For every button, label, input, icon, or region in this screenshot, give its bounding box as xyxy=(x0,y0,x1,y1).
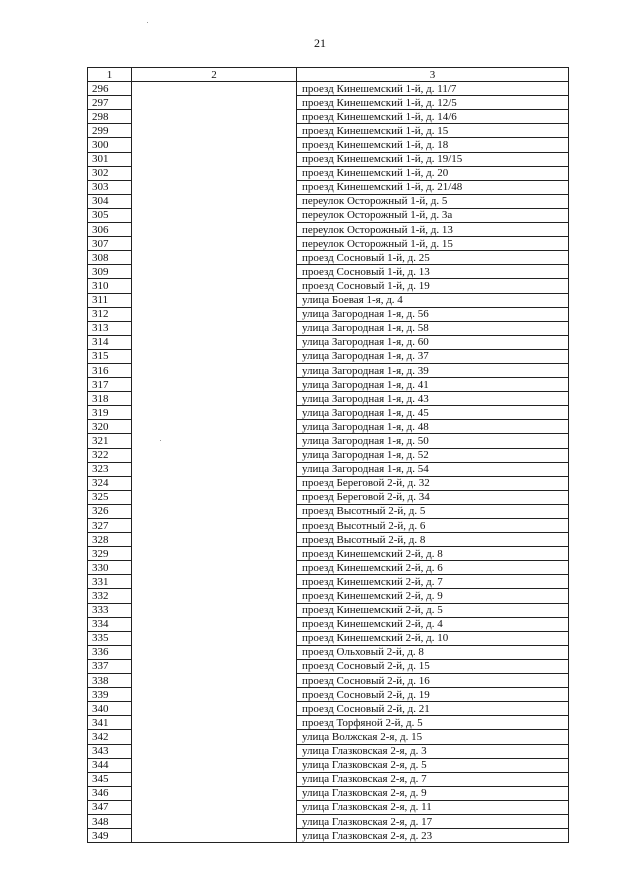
row-number: 347 xyxy=(88,800,132,814)
table-row xyxy=(88,645,569,659)
table-row xyxy=(88,772,569,786)
row-column-2 xyxy=(132,674,297,688)
row-column-2 xyxy=(132,251,297,265)
row-column-2 xyxy=(132,448,297,462)
row-number: 320 xyxy=(88,420,132,434)
row-number: 311 xyxy=(88,293,132,307)
row-address: улица Загородная 1-я, д. 43 xyxy=(297,392,569,406)
row-address: улица Глазковская 2-я, д. 11 xyxy=(297,800,569,814)
row-column-2 xyxy=(132,829,297,843)
row-column-2 xyxy=(132,659,297,673)
row-column-2 xyxy=(132,237,297,251)
row-column-2 xyxy=(132,335,297,349)
row-address: улица Загородная 1-я, д. 60 xyxy=(297,335,569,349)
row-column-2 xyxy=(132,589,297,603)
table-row xyxy=(88,603,569,617)
row-address: улица Загородная 1-я, д. 45 xyxy=(297,406,569,420)
row-number: 348 xyxy=(88,814,132,828)
table-row xyxy=(88,349,569,363)
row-number: 349 xyxy=(88,829,132,843)
row-number: 327 xyxy=(88,519,132,533)
table-row xyxy=(88,631,569,645)
row-address: проезд Кинешемский 1-й, д. 11/7 xyxy=(297,82,569,96)
row-address: переулок Осторожный 1-й, д. 5 xyxy=(297,194,569,208)
row-column-2 xyxy=(132,392,297,406)
row-address: улица Загородная 1-я, д. 48 xyxy=(297,420,569,434)
row-number: 322 xyxy=(88,448,132,462)
table-row xyxy=(88,519,569,533)
row-address: улица Глазковская 2-я, д. 3 xyxy=(297,744,569,758)
table-row xyxy=(88,674,569,688)
row-number: 312 xyxy=(88,307,132,321)
table-row xyxy=(88,166,569,180)
row-address: проезд Кинешемский 2-й, д. 7 xyxy=(297,575,569,589)
table-row xyxy=(88,758,569,772)
table-row xyxy=(88,589,569,603)
table-row xyxy=(88,152,569,166)
row-column-2 xyxy=(132,82,297,96)
table-row xyxy=(88,208,569,222)
row-column-2 xyxy=(132,631,297,645)
row-column-2 xyxy=(132,688,297,702)
table-row xyxy=(88,223,569,237)
row-column-2 xyxy=(132,490,297,504)
row-column-2 xyxy=(132,786,297,800)
row-number: 309 xyxy=(88,265,132,279)
column-header-1: 1 xyxy=(88,68,132,82)
row-column-2 xyxy=(132,180,297,194)
row-number: 325 xyxy=(88,490,132,504)
row-number: 336 xyxy=(88,645,132,659)
row-address: проезд Кинешемский 2-й, д. 9 xyxy=(297,589,569,603)
row-address: проезд Сосновый 2-й, д. 15 xyxy=(297,659,569,673)
table-row xyxy=(88,279,569,293)
table-row xyxy=(88,363,569,377)
table-header-row xyxy=(88,68,569,82)
table-row xyxy=(88,434,569,448)
row-number: 315 xyxy=(88,349,132,363)
table-row xyxy=(88,406,569,420)
table-row xyxy=(88,533,569,547)
row-number: 300 xyxy=(88,138,132,152)
row-number: 306 xyxy=(88,223,132,237)
row-column-2 xyxy=(132,307,297,321)
row-address: проезд Сосновый 1-й, д. 25 xyxy=(297,251,569,265)
table-row xyxy=(88,702,569,716)
row-number: 335 xyxy=(88,631,132,645)
row-address: улица Глазковская 2-я, д. 17 xyxy=(297,814,569,828)
table-row xyxy=(88,490,569,504)
row-address: проезд Кинешемский 1-й, д. 15 xyxy=(297,124,569,138)
row-column-2 xyxy=(132,603,297,617)
row-address: улица Глазковская 2-я, д. 23 xyxy=(297,829,569,843)
row-address: проезд Сосновый 1-й, д. 19 xyxy=(297,279,569,293)
row-number: 329 xyxy=(88,547,132,561)
row-address: проезд Береговой 2-й, д. 32 xyxy=(297,476,569,490)
table-row xyxy=(88,744,569,758)
row-column-2 xyxy=(132,321,297,335)
row-column-2 xyxy=(132,533,297,547)
row-number: 344 xyxy=(88,758,132,772)
row-address: проезд Кинешемский 1-й, д. 18 xyxy=(297,138,569,152)
table-row xyxy=(88,448,569,462)
row-column-2 xyxy=(132,265,297,279)
table-row xyxy=(88,716,569,730)
row-number: 328 xyxy=(88,533,132,547)
table-row xyxy=(88,476,569,490)
row-address: проезд Торфяной 2-й, д. 5 xyxy=(297,716,569,730)
row-column-2 xyxy=(132,223,297,237)
row-number: 342 xyxy=(88,730,132,744)
row-number: 316 xyxy=(88,363,132,377)
row-address: проезд Кинешемский 2-й, д. 6 xyxy=(297,561,569,575)
row-number: 333 xyxy=(88,603,132,617)
table-row xyxy=(88,800,569,814)
table-row xyxy=(88,617,569,631)
table-row xyxy=(88,110,569,124)
row-column-2 xyxy=(132,462,297,476)
row-address: проезд Высотный 2-й, д. 8 xyxy=(297,533,569,547)
row-address: улица Загородная 1-я, д. 58 xyxy=(297,321,569,335)
row-address: переулок Осторожный 1-й, д. 15 xyxy=(297,237,569,251)
row-number: 298 xyxy=(88,110,132,124)
row-number: 305 xyxy=(88,208,132,222)
row-number: 301 xyxy=(88,152,132,166)
table-row xyxy=(88,786,569,800)
row-address: проезд Кинешемский 1-й, д. 19/15 xyxy=(297,152,569,166)
row-address: улица Загородная 1-я, д. 52 xyxy=(297,448,569,462)
table-row xyxy=(88,237,569,251)
row-address: улица Загородная 1-я, д. 56 xyxy=(297,307,569,321)
row-column-2 xyxy=(132,772,297,786)
row-address: улица Глазковская 2-я, д. 5 xyxy=(297,758,569,772)
row-number: 340 xyxy=(88,702,132,716)
table-row xyxy=(88,561,569,575)
row-number: 331 xyxy=(88,575,132,589)
table-row xyxy=(88,730,569,744)
row-number: 307 xyxy=(88,237,132,251)
scan-speck xyxy=(147,22,148,23)
table-row xyxy=(88,829,569,843)
row-number: 345 xyxy=(88,772,132,786)
row-column-2 xyxy=(132,434,297,448)
row-address: проезд Кинешемский 1-й, д. 20 xyxy=(297,166,569,180)
column-header-3: 3 xyxy=(297,68,569,82)
row-address: проезд Кинешемский 2-й, д. 10 xyxy=(297,631,569,645)
row-column-2 xyxy=(132,293,297,307)
page-number: 21 xyxy=(314,36,326,50)
row-column-2 xyxy=(132,420,297,434)
row-column-2 xyxy=(132,702,297,716)
row-number: 304 xyxy=(88,194,132,208)
row-number: 319 xyxy=(88,406,132,420)
row-address: улица Загородная 1-я, д. 41 xyxy=(297,378,569,392)
row-address: проезд Сосновый 2-й, д. 21 xyxy=(297,702,569,716)
table-row xyxy=(88,138,569,152)
row-number: 323 xyxy=(88,462,132,476)
column-header-2: 2 xyxy=(132,68,297,82)
row-number: 338 xyxy=(88,674,132,688)
row-number: 317 xyxy=(88,378,132,392)
row-number: 313 xyxy=(88,321,132,335)
row-address: проезд Ольховый 2-й, д. 8 xyxy=(297,645,569,659)
table-row xyxy=(88,420,569,434)
row-address: улица Загородная 1-я, д. 54 xyxy=(297,462,569,476)
table-row xyxy=(88,335,569,349)
row-number: 303 xyxy=(88,180,132,194)
row-column-2 xyxy=(132,744,297,758)
row-address: улица Волжская 2-я, д. 15 xyxy=(297,730,569,744)
row-number: 341 xyxy=(88,716,132,730)
row-number: 299 xyxy=(88,124,132,138)
row-number: 321 xyxy=(88,434,132,448)
row-column-2 xyxy=(132,730,297,744)
table-row xyxy=(88,265,569,279)
row-column-2 xyxy=(132,519,297,533)
row-number: 343 xyxy=(88,744,132,758)
row-number: 324 xyxy=(88,476,132,490)
row-column-2 xyxy=(132,378,297,392)
row-number: 318 xyxy=(88,392,132,406)
row-column-2 xyxy=(132,279,297,293)
row-number: 310 xyxy=(88,279,132,293)
table-row xyxy=(88,251,569,265)
row-column-2 xyxy=(132,716,297,730)
row-number: 308 xyxy=(88,251,132,265)
table-row xyxy=(88,392,569,406)
table-row xyxy=(88,547,569,561)
table-row xyxy=(88,321,569,335)
address-table xyxy=(87,67,569,843)
row-number: 296 xyxy=(88,82,132,96)
row-number: 337 xyxy=(88,659,132,673)
row-column-2 xyxy=(132,814,297,828)
row-number: 339 xyxy=(88,688,132,702)
row-address: проезд Высотный 2-й, д. 6 xyxy=(297,519,569,533)
table-row xyxy=(88,688,569,702)
table-row xyxy=(88,180,569,194)
row-number: 332 xyxy=(88,589,132,603)
table-row xyxy=(88,462,569,476)
row-column-2 xyxy=(132,208,297,222)
row-address: улица Глазковская 2-я, д. 9 xyxy=(297,786,569,800)
table-row xyxy=(88,96,569,110)
row-address: проезд Высотный 2-й, д. 5 xyxy=(297,504,569,518)
row-column-2 xyxy=(132,561,297,575)
row-column-2 xyxy=(132,124,297,138)
row-column-2 xyxy=(132,166,297,180)
row-address: улица Боевая 1-я, д. 4 xyxy=(297,293,569,307)
row-column-2 xyxy=(132,152,297,166)
row-address: улица Загородная 1-я, д. 37 xyxy=(297,349,569,363)
row-address: улица Загородная 1-я, д. 39 xyxy=(297,363,569,377)
row-column-2 xyxy=(132,110,297,124)
row-column-2 xyxy=(132,349,297,363)
row-address: проезд Сосновый 2-й, д. 16 xyxy=(297,674,569,688)
table-row xyxy=(88,194,569,208)
table-row xyxy=(88,378,569,392)
row-column-2 xyxy=(132,476,297,490)
table-row xyxy=(88,575,569,589)
row-address: проезд Сосновый 2-й, д. 19 xyxy=(297,688,569,702)
row-address: переулок Осторожный 1-й, д. 13 xyxy=(297,223,569,237)
row-number: 326 xyxy=(88,504,132,518)
row-address: переулок Осторожный 1-й, д. 3а xyxy=(297,208,569,222)
row-address: проезд Кинешемский 1-й, д. 14/6 xyxy=(297,110,569,124)
row-column-2 xyxy=(132,758,297,772)
row-column-2 xyxy=(132,504,297,518)
table-row xyxy=(88,814,569,828)
row-column-2 xyxy=(132,194,297,208)
row-address: улица Глазковская 2-я, д. 7 xyxy=(297,772,569,786)
table-row xyxy=(88,659,569,673)
row-address: проезд Кинешемский 1-й, д. 21/48 xyxy=(297,180,569,194)
row-column-2 xyxy=(132,645,297,659)
row-column-2 xyxy=(132,96,297,110)
row-number: 314 xyxy=(88,335,132,349)
row-column-2 xyxy=(132,406,297,420)
row-address: проезд Кинешемский 1-й, д. 12/5 xyxy=(297,96,569,110)
row-address: улица Загородная 1-я, д. 50 xyxy=(297,434,569,448)
row-column-2 xyxy=(132,363,297,377)
row-address: проезд Кинешемский 2-й, д. 8 xyxy=(297,547,569,561)
table-row xyxy=(88,124,569,138)
table-body xyxy=(88,82,569,843)
table-row xyxy=(88,307,569,321)
row-column-2 xyxy=(132,547,297,561)
row-number: 302 xyxy=(88,166,132,180)
table-row xyxy=(88,293,569,307)
row-column-2 xyxy=(132,575,297,589)
row-address: проезд Кинешемский 2-й, д. 5 xyxy=(297,603,569,617)
row-address: проезд Береговой 2-й, д. 34 xyxy=(297,490,569,504)
row-column-2 xyxy=(132,617,297,631)
row-column-2 xyxy=(132,138,297,152)
table-row xyxy=(88,504,569,518)
row-number: 297 xyxy=(88,96,132,110)
row-address: проезд Сосновый 1-й, д. 13 xyxy=(297,265,569,279)
table-row xyxy=(88,82,569,96)
row-number: 346 xyxy=(88,786,132,800)
row-number: 334 xyxy=(88,617,132,631)
row-number: 330 xyxy=(88,561,132,575)
row-address: проезд Кинешемский 2-й, д. 4 xyxy=(297,617,569,631)
row-column-2 xyxy=(132,800,297,814)
